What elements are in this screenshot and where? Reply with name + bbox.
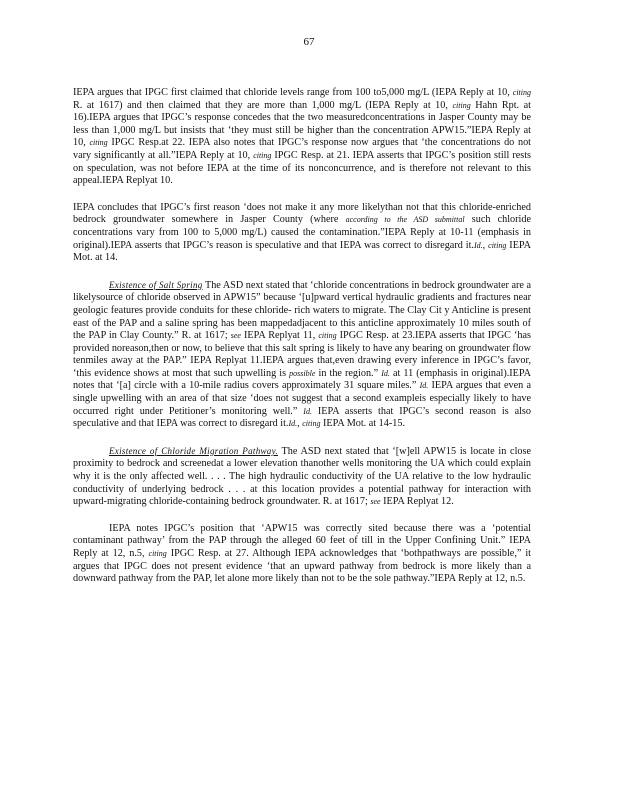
text-run: IPGC Resp. at 27. Although IEPA acknowledges that ‘bothpathways are possible,” it argues that IPGC does not present evidence ‘that an upward pathway from bedrock is more likely than a downward pathway from the PAP, let alone more likely than not to be the sole pathway.”IEPA Reply at 12, n.5. (73, 548, 532, 585)
citation-signal: citing (318, 331, 337, 341)
citation-signal: citing (452, 100, 471, 110)
text-run: , (297, 418, 303, 430)
paragraph (73, 279, 531, 431)
text-run: Hahn Rpt. at 16).IEPA argues that IPGC’s response concedes that the two measuredconcentrations in Jasper County may be less than 1,000 mg/L but insists that ‘they must still be higher than the concentration APW15.”IEPA Reply at 10, (73, 99, 531, 149)
text-run: IEPA Mot. at 14-15. (320, 418, 405, 430)
citation-signal: citing (512, 88, 531, 97)
text-run: IPGC Resp. at 21. IEPA asserts that IPGC’s position still rests on speculation, was not before IEPA at the time of its nonconcurrence, and is therefore not relevant to this appeal.IEPA Replyat 10. (73, 149, 531, 187)
citation-signal: citing (302, 419, 321, 429)
citation-signal: Id. (303, 406, 312, 416)
text-run: in the region.” (315, 367, 382, 379)
text-run: The ASD next stated that ‘chloride concentrations in bedrock groundwater are a likelysource of chloride observed in APW15” because ‘[u]pward vertical hydraulic gradients and fractures near geologic features provide conduits for these chloride- rich waters to migrate. The Clay Cit y Anticline is present east of the PAP and a saline spring has been mappedadjacent to this anticline approximately 10 miles south of the PAP in Clay County.” R. at 1617; (73, 279, 532, 342)
citation-signal: citing (148, 549, 167, 558)
text-run: IEPA Mot. at 14. (73, 239, 532, 264)
citation-signal: Id. (288, 419, 298, 429)
text-run: IEPA notes IPGC’s position that ‘APW15 was correctly sited because there was a ‘potential contaminant pathway’ from the PAP through the alleged 60 feet of till in the Upper Confining Unit.” IEPA Reply at 12, n.5, (73, 522, 531, 559)
text-run: IEPA argues that IPGC first claimed that chloride levels range from 100 to5,000 mg/L (IEPA Reply at 10, (73, 87, 513, 98)
citation-signal: citing (253, 150, 272, 160)
citation-signal: see (370, 497, 381, 507)
paragraph (73, 523, 531, 586)
paragraph (73, 202, 531, 265)
text-run: IEPA asserts that IPGC’s second reason is also speculative and that IEPA was correct to disregard it. (73, 405, 531, 430)
text-run: R. at 1617) and then claimed that they are more than 1,000 mg/L (IEPA Reply at 10, (73, 99, 453, 111)
text-run: IEPA concludes that IPGC’s first reason ‘does not make it any more likelythan not that this chloride-enriched bedrock groundwater somewhere in Jasper County (where (73, 201, 531, 226)
body-text (73, 87, 531, 600)
citation-signal: possible (289, 368, 316, 378)
section-heading: Existence of Salt Spring (109, 279, 203, 290)
text-run: IEPA Replyat 11, (240, 330, 319, 342)
text-run: , (482, 239, 489, 251)
text-run: at 11 (emphasis in original).IEPA notes that ‘[a] circle with a 10-mile radius covers approximately 31 square miles.” (73, 367, 531, 392)
citation-signal: citing (89, 138, 108, 148)
citation-signal: Id. (419, 381, 429, 391)
page-number: 67 (303, 36, 315, 48)
section-heading: Existence of Chloride Migration Pathway. (109, 445, 278, 456)
citation-signal: see (230, 331, 241, 341)
text-run: such chloride concentrations vary from 100 to 5,000 mg/L) caused the contamination.”IEPA Reply at 10-11 (emphasis in original).IEPA asserts that IPGC’s reason is speculative and that IEPA was correct to disregard it. (73, 214, 531, 251)
citation-signal: Id. (381, 368, 390, 378)
paragraph (73, 445, 531, 509)
text-run: IPGC Resp. at 23.IEPA asserts that IPGC ‘has provided noreason,then or now, to believe that this salt spring is likely to have any bearing on groundwater flow tenmiles away at the PAP.” IEPA Replyat 11.IEPA argues that,even drawing every inference in IPGC’s favor, ‘this evidence shows at most that such upwelling is (73, 330, 531, 379)
text-run: IPGC Resp.at 22. IEPA also notes that IPGC’s response now argues that ‘the concentrations do not vary significantly at all.”IEPA Reply at 10, (73, 137, 531, 161)
paragraph (73, 87, 531, 188)
text-run: IEPA Replyat 12. (380, 496, 454, 508)
citation-signal: citing (488, 240, 507, 250)
text-run: The ASD next stated that ‘[w]ell APW15 is locate in close proximity to bedrock and screenedat a lower elevation thanother wells monitoring the UA which could explain why it is the only affected well. . . . The high hydraulic conductivity of the UA relative to the low hydraulic conductivity of underlying bedrock . . . at this location provides a potential pathway for interaction with upward-migrating chloride-containing bedrock groundwater. R. at 1617; (73, 445, 531, 508)
citation-signal: according to the ASD submittal (345, 215, 465, 225)
citation-signal: Id. (473, 240, 483, 250)
text-run: IEPA argues that even a single upwelling with an area of that size ‘does not suggest that a second exampleis especially likely to have occurred right under Petitioner’s monitoring well.” (73, 380, 531, 417)
